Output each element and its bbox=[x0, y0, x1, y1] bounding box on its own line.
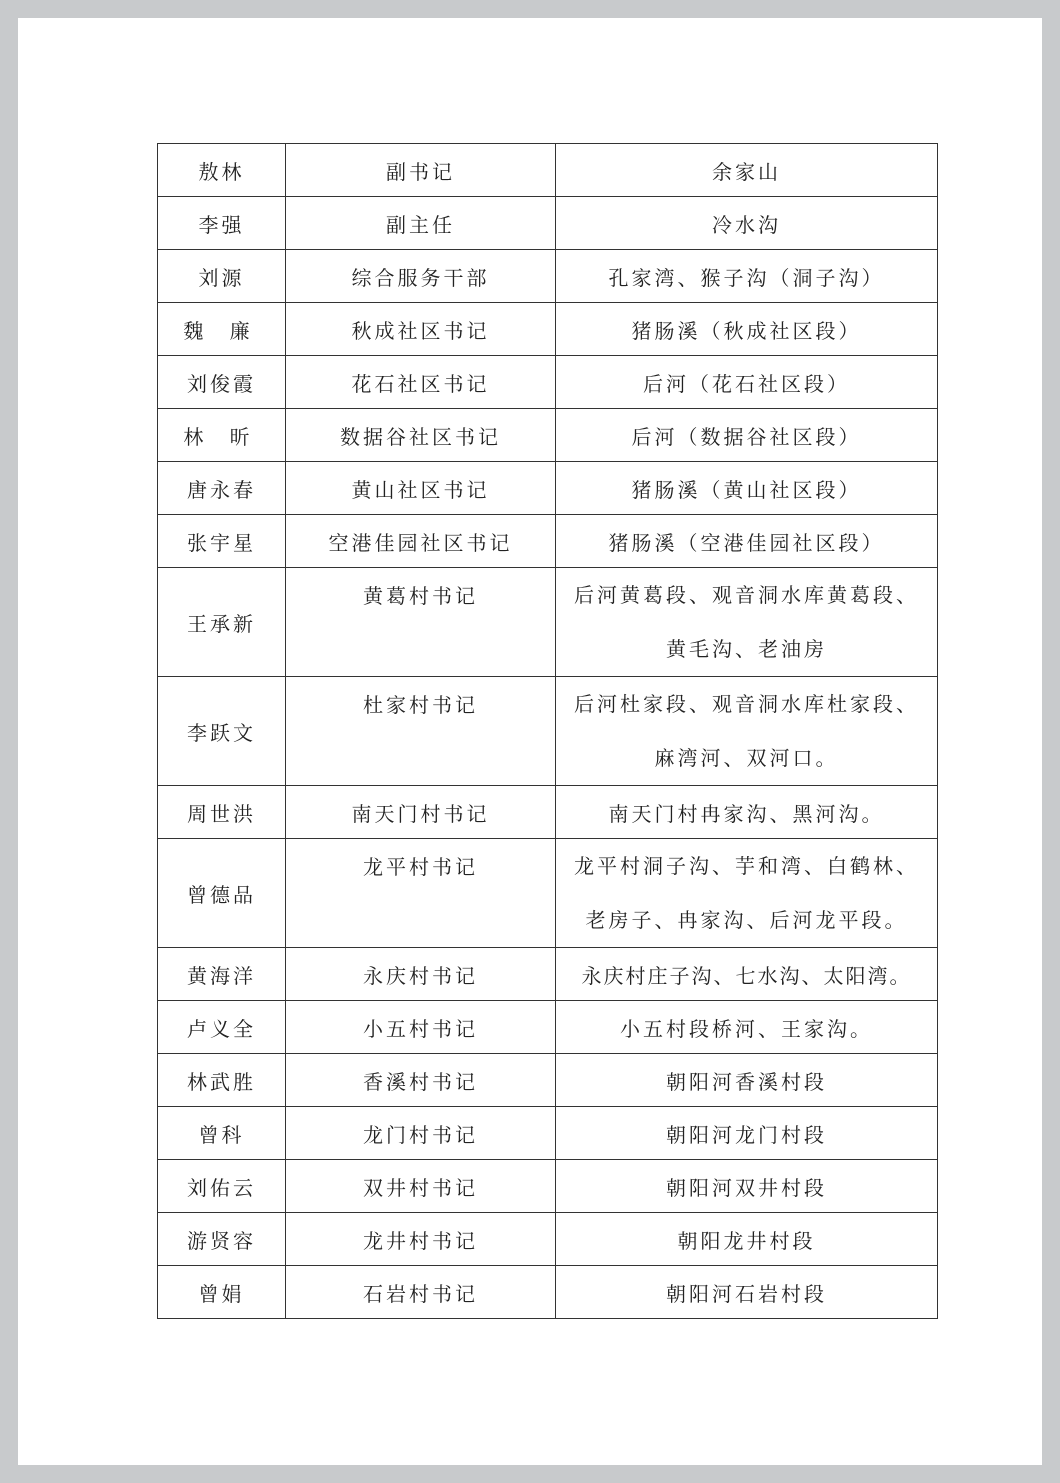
area-line: 龙平村洞子沟、芋和湾、白鹤林、 bbox=[574, 854, 919, 878]
role-cell: 石岩村书记 bbox=[286, 1266, 556, 1319]
area-line: 老房子、冉家沟、后河龙平段。 bbox=[585, 908, 908, 932]
document-page bbox=[18, 18, 1042, 1465]
role-cell: 黄葛村书记 bbox=[286, 568, 556, 677]
area-cell: 朝阳河石岩村段 bbox=[556, 1266, 938, 1319]
table-row bbox=[158, 568, 938, 677]
area-line: 后河杜家段、观音洞水库杜家段、 bbox=[574, 692, 919, 716]
name-cell: 曾科 bbox=[158, 1107, 286, 1160]
area-cell bbox=[556, 568, 938, 677]
assignment-table bbox=[157, 143, 938, 1319]
name-cell: 敖林 bbox=[158, 144, 286, 197]
name-cell: 刘源 bbox=[158, 250, 286, 303]
table-row bbox=[158, 786, 938, 839]
name-cell: 曾娟 bbox=[158, 1266, 286, 1319]
name-cell: 王承新 bbox=[158, 568, 286, 677]
name-cell: 林武胜 bbox=[158, 1054, 286, 1107]
role-cell: 永庆村书记 bbox=[286, 948, 556, 1001]
role-cell: 数据谷社区书记 bbox=[286, 409, 556, 462]
name-cell: 张宇星 bbox=[158, 515, 286, 568]
area-cell bbox=[556, 677, 938, 786]
area-cell: 冷水沟 bbox=[556, 197, 938, 250]
name-cell: 李跃文 bbox=[158, 677, 286, 786]
name-cell: 唐永春 bbox=[158, 462, 286, 515]
role-cell: 龙平村书记 bbox=[286, 839, 556, 948]
table-row bbox=[158, 1266, 938, 1319]
table-row bbox=[158, 356, 938, 409]
role-cell: 空港佳园社区书记 bbox=[286, 515, 556, 568]
table-row bbox=[158, 1054, 938, 1107]
role-cell: 南天门村书记 bbox=[286, 786, 556, 839]
area-cell: 猪肠溪（黄山社区段） bbox=[556, 462, 938, 515]
name-cell: 游贤容 bbox=[158, 1213, 286, 1266]
name-cell: 林 昕 bbox=[158, 409, 286, 462]
area-cell bbox=[556, 839, 938, 948]
area-cell: 后河（数据谷社区段） bbox=[556, 409, 938, 462]
table-row bbox=[158, 1001, 938, 1054]
name-cell: 曾德品 bbox=[158, 839, 286, 948]
area-line: 麻湾河、双河口。 bbox=[654, 746, 839, 770]
role-cell: 综合服务干部 bbox=[286, 250, 556, 303]
table-row bbox=[158, 303, 938, 356]
area-cell: 猪肠溪（秋成社区段） bbox=[556, 303, 938, 356]
table-row bbox=[158, 1107, 938, 1160]
table-row bbox=[158, 409, 938, 462]
role-cell: 双井村书记 bbox=[286, 1160, 556, 1213]
area-cell: 永庆村庄子沟、七水沟、太阳湾。 bbox=[556, 948, 938, 1001]
name-cell: 黄海洋 bbox=[158, 948, 286, 1001]
area-cell: 孔家湾、猴子沟（洞子沟） bbox=[556, 250, 938, 303]
role-cell: 杜家村书记 bbox=[286, 677, 556, 786]
area-cell: 朝阳龙井村段 bbox=[556, 1213, 938, 1266]
area-cell: 南天门村冉家沟、黑河沟。 bbox=[556, 786, 938, 839]
area-cell: 朝阳河双井村段 bbox=[556, 1160, 938, 1213]
table-row bbox=[158, 839, 938, 948]
table-row bbox=[158, 677, 938, 786]
role-cell: 花石社区书记 bbox=[286, 356, 556, 409]
role-cell: 香溪村书记 bbox=[286, 1054, 556, 1107]
area-cell: 朝阳河龙门村段 bbox=[556, 1107, 938, 1160]
area-cell: 猪肠溪（空港佳园社区段） bbox=[556, 515, 938, 568]
area-line: 后河黄葛段、观音洞水库黄葛段、 bbox=[574, 583, 919, 607]
table-row bbox=[158, 462, 938, 515]
area-cell: 小五村段桥河、王家沟。 bbox=[556, 1001, 938, 1054]
role-cell: 黄山社区书记 bbox=[286, 462, 556, 515]
name-cell: 魏 廉 bbox=[158, 303, 286, 356]
name-cell: 周世洪 bbox=[158, 786, 286, 839]
table-row bbox=[158, 197, 938, 250]
area-cell: 后河（花石社区段） bbox=[556, 356, 938, 409]
table-row bbox=[158, 1160, 938, 1213]
name-cell: 卢义全 bbox=[158, 1001, 286, 1054]
role-cell: 龙井村书记 bbox=[286, 1213, 556, 1266]
role-cell: 副书记 bbox=[286, 144, 556, 197]
role-cell: 秋成社区书记 bbox=[286, 303, 556, 356]
table-row bbox=[158, 515, 938, 568]
table-row bbox=[158, 1213, 938, 1266]
role-cell: 小五村书记 bbox=[286, 1001, 556, 1054]
role-cell: 副主任 bbox=[286, 197, 556, 250]
name-cell: 李强 bbox=[158, 197, 286, 250]
table-row bbox=[158, 948, 938, 1001]
name-cell: 刘佑云 bbox=[158, 1160, 286, 1213]
name-cell: 刘俊霞 bbox=[158, 356, 286, 409]
table-row bbox=[158, 250, 938, 303]
table-row bbox=[158, 144, 938, 197]
role-cell: 龙门村书记 bbox=[286, 1107, 556, 1160]
area-cell: 朝阳河香溪村段 bbox=[556, 1054, 938, 1107]
area-line: 黄毛沟、老油房 bbox=[666, 637, 827, 661]
area-cell: 余家山 bbox=[556, 144, 938, 197]
